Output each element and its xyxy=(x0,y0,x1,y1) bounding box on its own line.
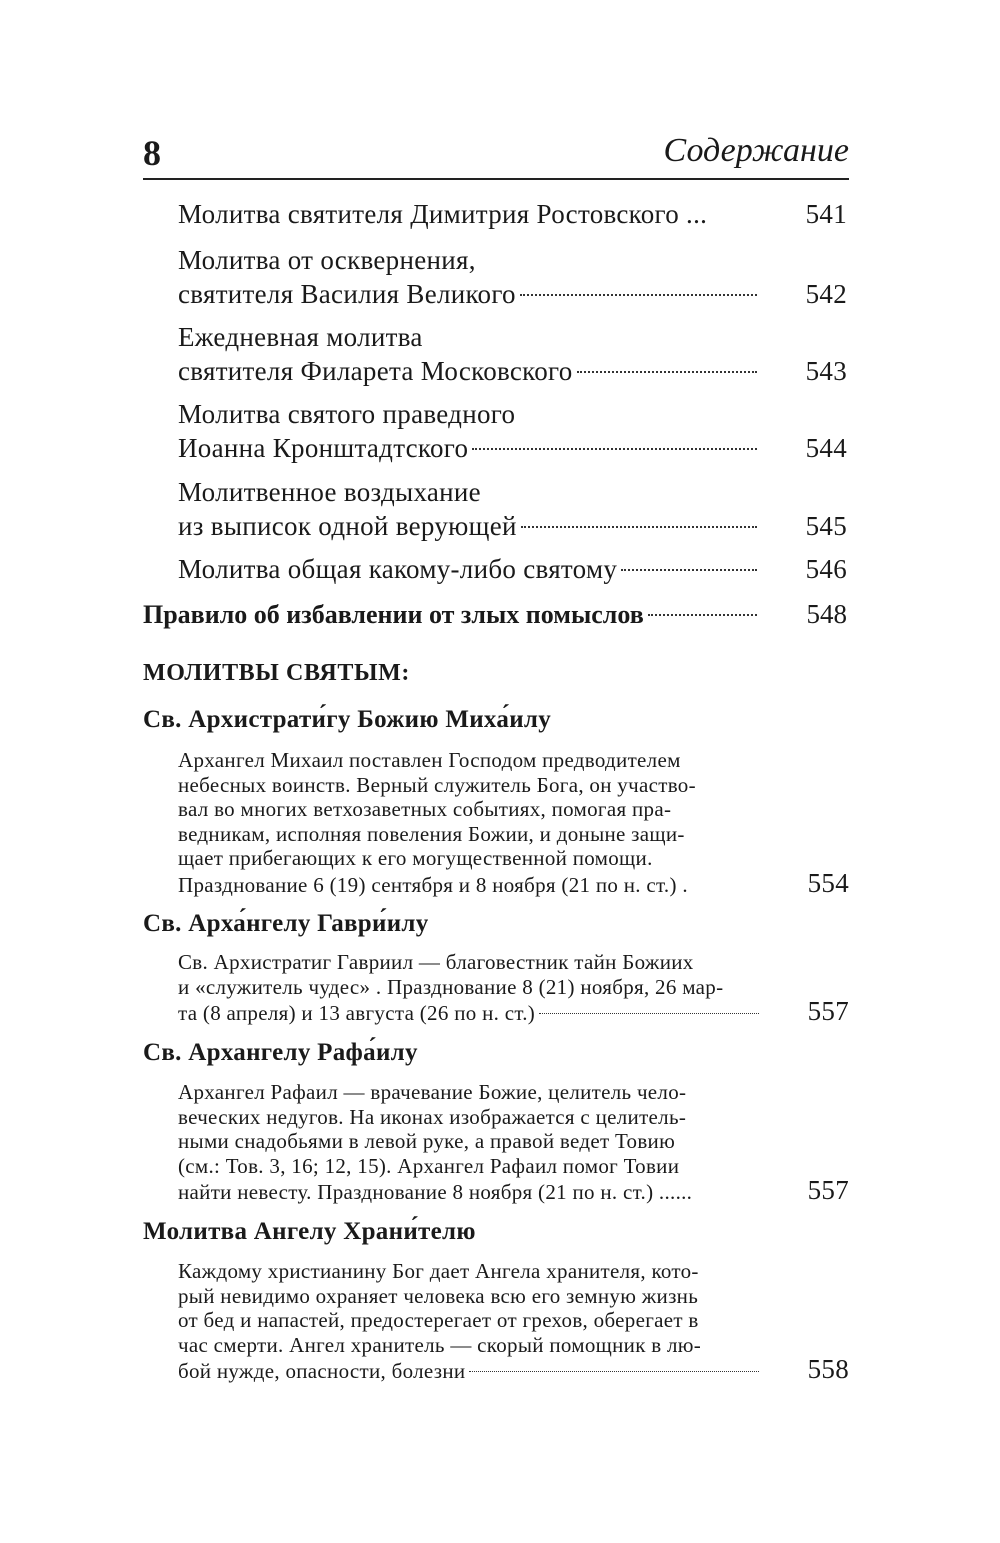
toc-entry-page: 557 xyxy=(807,996,849,1027)
toc-entry-page: 558 xyxy=(807,1354,849,1385)
description-line: Архангел Рафаил — врачевание Божие, целитель чело- xyxy=(178,1080,687,1104)
toc-entry-title: Ежедневная молитва xyxy=(178,322,423,352)
page-header xyxy=(143,128,849,180)
toc-entry-title: Молитвенное воздыхание xyxy=(178,477,481,507)
toc-entry-page: 541 xyxy=(805,199,847,229)
description-line: Каждому христианину Бог дает Ангела хранителя, кото- xyxy=(178,1259,699,1283)
toc-entry-title: Молитва святителя Димитрия Ростовского ... xyxy=(178,199,708,229)
toc-entry[interactable] xyxy=(178,320,847,388)
description-line: (см.: Тов. 3, 16; 12, 15). Архангел Рафаил помог Товии xyxy=(178,1153,680,1178)
saint-description[interactable] xyxy=(178,950,849,1026)
leader-dots xyxy=(648,614,757,616)
toc-entry[interactable] xyxy=(178,197,847,231)
description-line: час смерти. Ангел хранитель — скорый помощник в лю- xyxy=(178,1332,702,1357)
toc-entry-page: 548 xyxy=(806,599,847,629)
description-line: от бед и напастей, предостерегает от грехов, оберегает в xyxy=(178,1308,699,1333)
leader-dots xyxy=(577,371,757,373)
toc-entry[interactable] xyxy=(178,552,847,586)
page-number: 8 xyxy=(143,133,161,173)
toc-entry-title: из выписок одной верующей xyxy=(178,511,517,541)
toc-entry-title: Правило об избавлении от злых помыслов xyxy=(143,600,644,629)
description-line: ными снадобьями в левой руке, а правой ведет Товию xyxy=(178,1129,676,1154)
saint-description[interactable] xyxy=(178,748,849,898)
description-line: найти невесту. Празднование 8 ноября (21 по н. ст.) ...... xyxy=(178,1180,693,1205)
description-line: та (8 апреля) и 13 августа (26 по н. ст.) xyxy=(178,1001,536,1026)
toc-entry-title: Молитва от осквернения, xyxy=(178,245,476,275)
running-title: Содержание xyxy=(663,132,849,169)
toc-entry-title: святителя Филарета Московского xyxy=(178,356,573,386)
saint-heading: Св. Архистрати́гу Божию Миха́илу xyxy=(143,706,552,733)
description-line: щает прибегающих к его могущественной помощи. xyxy=(178,846,653,871)
description-line: Празднование 6 (19) сентября и 8 ноября (21 по н. ст.) . xyxy=(178,872,688,897)
leader-dots xyxy=(621,569,757,571)
toc-entry[interactable] xyxy=(178,243,847,311)
section-heading: МОЛИТВЫ СВЯТЫМ: xyxy=(143,660,410,686)
leader-dots xyxy=(469,1371,759,1372)
toc-main-entry[interactable] xyxy=(143,597,847,632)
description-line: Архангел Михаил поставлен Господом предводителем xyxy=(178,748,681,772)
toc-entry-page: 546 xyxy=(805,554,847,584)
saint-heading: Св. Арха́нгелу Гаври́илу xyxy=(143,910,429,937)
toc-entry-page: 545 xyxy=(805,511,847,541)
toc-entry-title: Молитва общая какому-либо святому xyxy=(178,554,618,584)
toc-entry[interactable] xyxy=(178,397,847,465)
description-line: ведникам, исполняя повеления Божии, и доныне защи- xyxy=(178,821,685,846)
leader-dots xyxy=(521,526,757,528)
toc-entry-page: 542 xyxy=(805,279,847,309)
saint-description[interactable] xyxy=(178,1259,849,1384)
toc-entry-page: 554 xyxy=(807,867,849,898)
description-line: рый невидимо охраняет человека всю его земную жизнь xyxy=(178,1283,699,1308)
leader-dots xyxy=(539,1013,759,1014)
description-line: небесных воинств. Верный служитель Бога, он участво- xyxy=(178,772,696,797)
toc-entry-page: 543 xyxy=(805,356,847,386)
toc-entry-page: 544 xyxy=(805,433,847,463)
description-line: и «служитель чудес» . Празднование 8 (21) ноября, 26 мар- xyxy=(178,974,724,999)
description-line: вал во многих ветхозаветных событиях, помогая пра- xyxy=(178,797,672,822)
leader-dots xyxy=(472,448,757,450)
toc-entry-title: святителя Василия Великого xyxy=(178,279,516,309)
saint-heading: Молитва Ангелу Храни́телю xyxy=(143,1218,476,1245)
saint-description[interactable] xyxy=(178,1080,849,1205)
description-line: бой нужде, опасности, болезни xyxy=(178,1359,466,1384)
toc-entry-title: Иоанна Кронштадтского xyxy=(178,433,469,463)
description-line: веческих недугов. На иконах изображается с целитель- xyxy=(178,1104,687,1129)
description-line: Св. Архистратиг Гавриил — благовестник тайн Божиих xyxy=(178,950,694,974)
toc-entry[interactable] xyxy=(178,475,847,543)
toc-entry-title: Молитва святого праведного xyxy=(178,399,516,429)
leader-dots xyxy=(520,294,757,296)
saint-heading: Св. Архангелу Рафа́илу xyxy=(143,1039,418,1066)
toc-entry-page: 557 xyxy=(807,1175,849,1206)
